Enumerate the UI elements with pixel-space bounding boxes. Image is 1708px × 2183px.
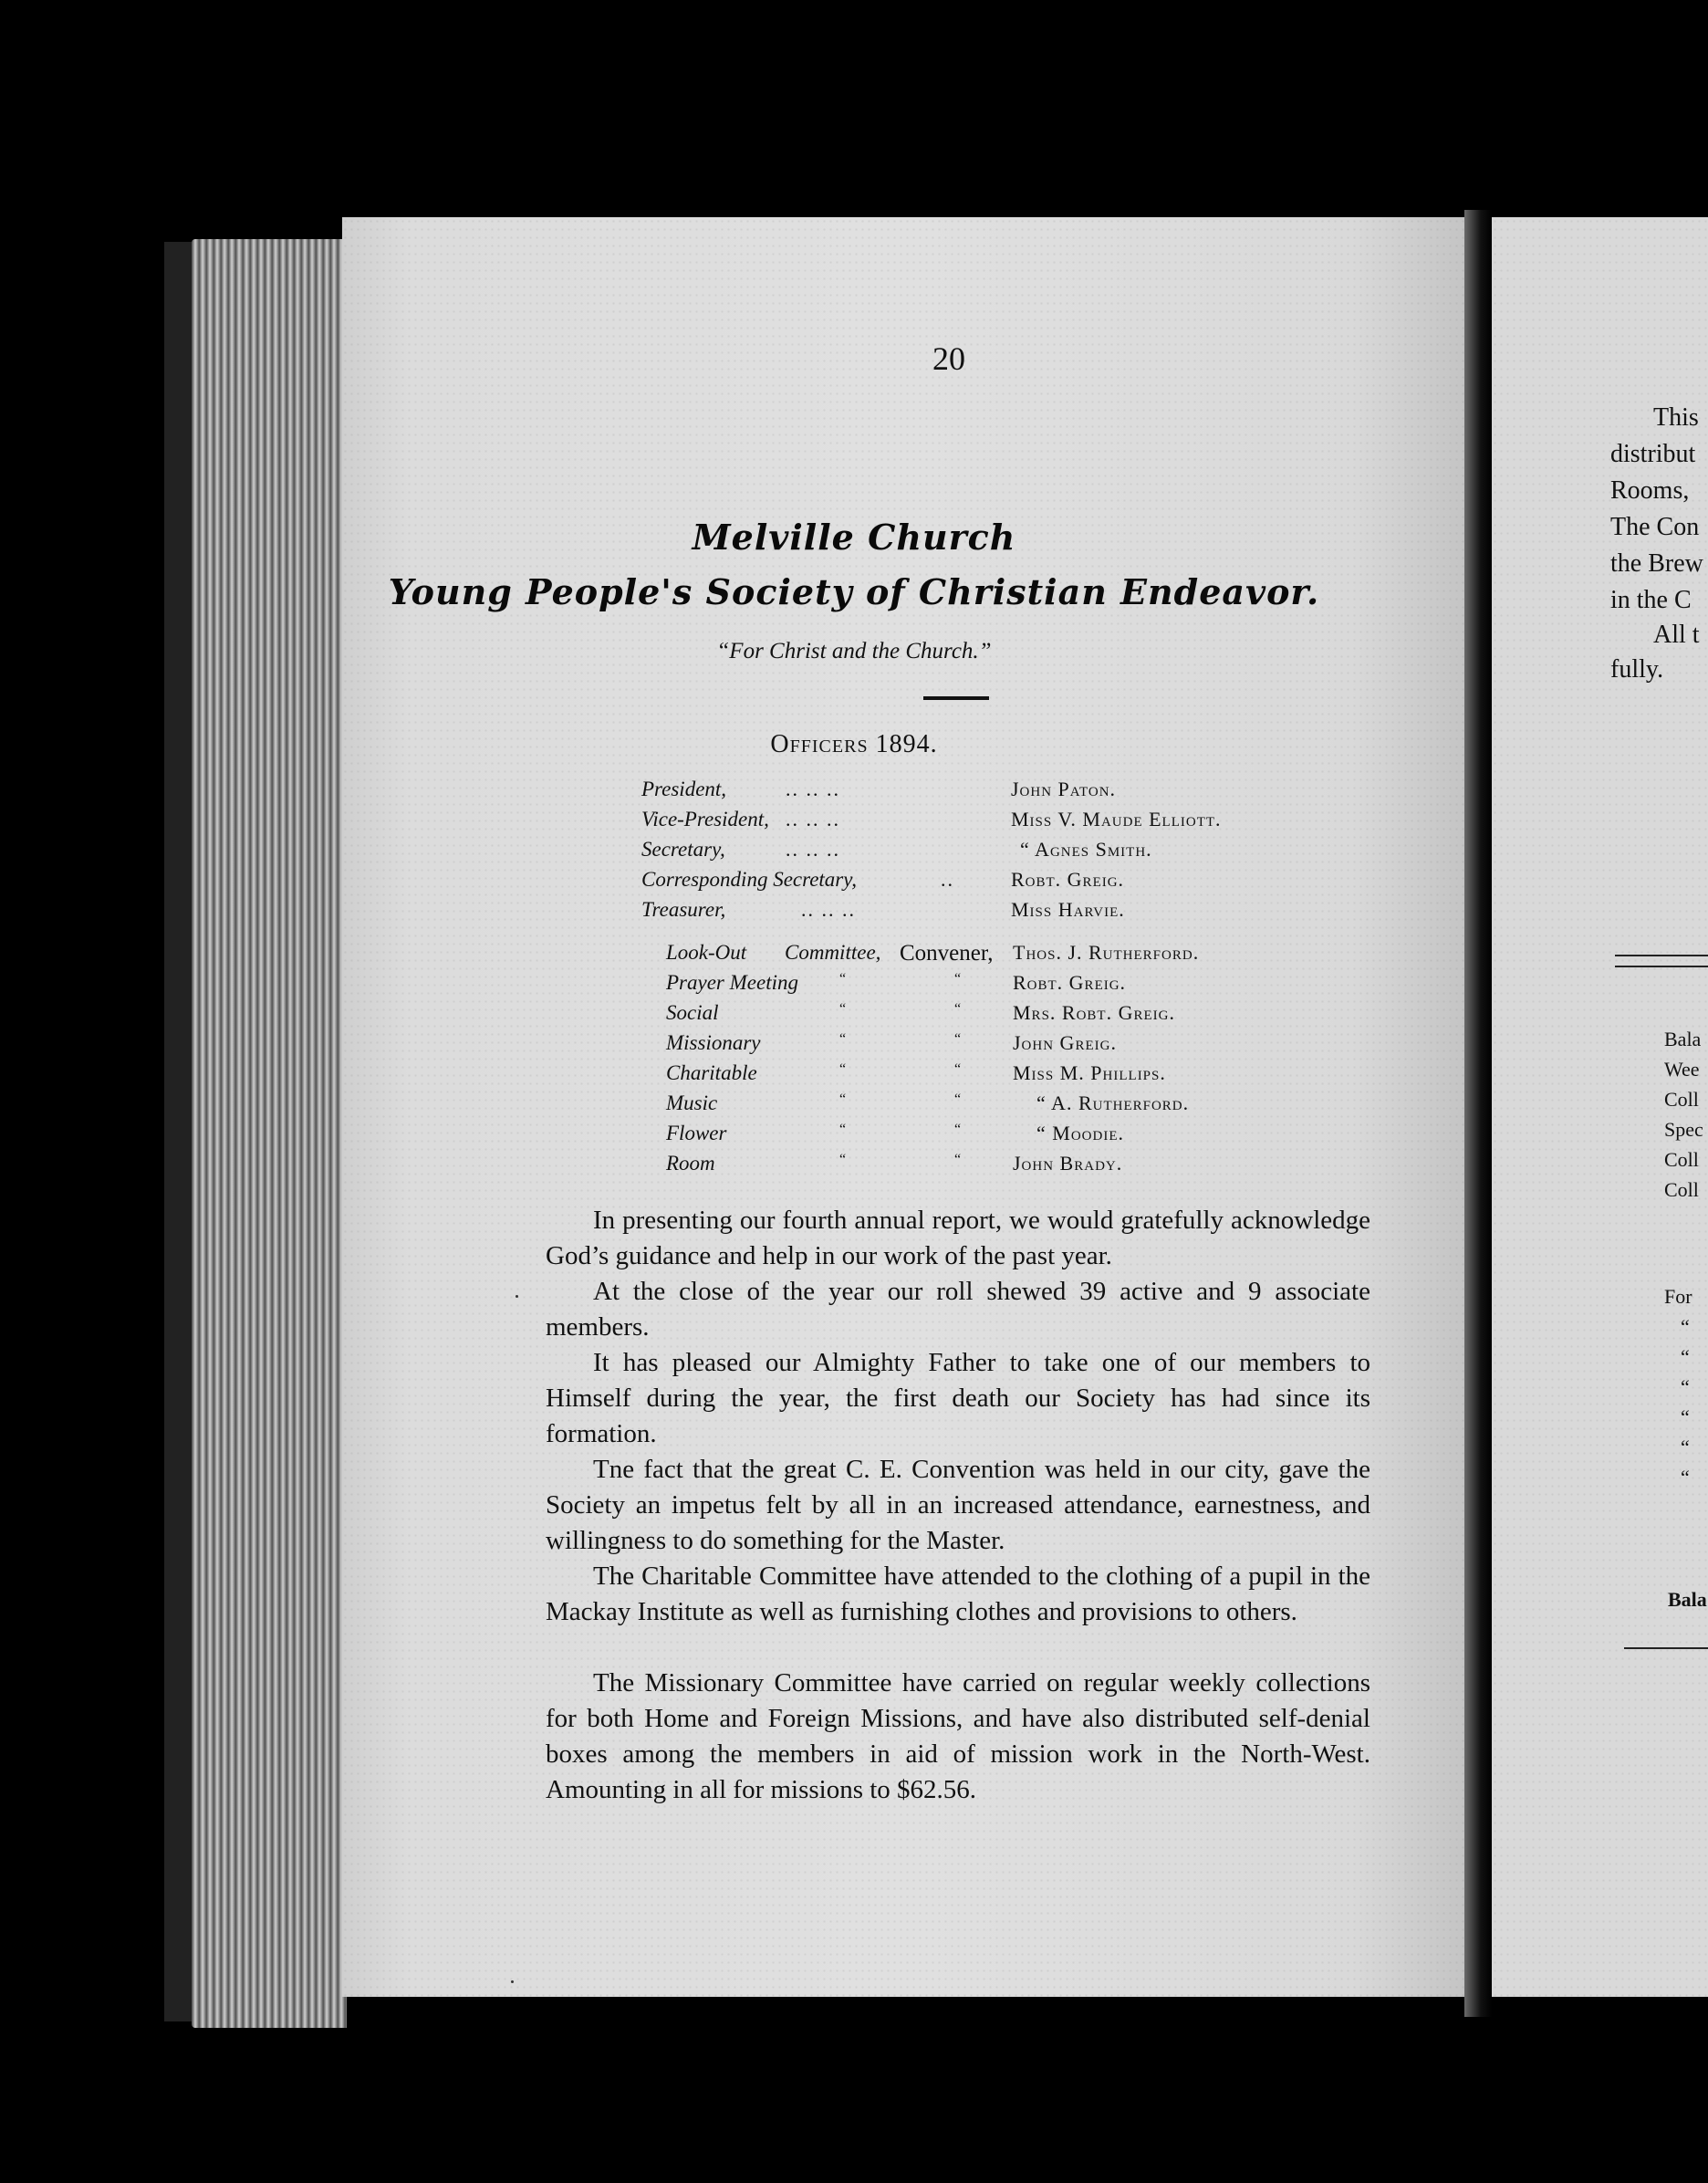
officers-heading: Officers 1894.: [770, 730, 938, 758]
convener-name: John Greig.: [1013, 1031, 1117, 1054]
ledger-entry: Coll: [1664, 1148, 1699, 1171]
ditto-mark: “: [839, 1152, 847, 1167]
report-paragraph: The Charitable Committee have attended to the clothing of a pupil in the Mackay Institute as well as furnishing clothes and provisions to others.: [546, 1562, 1370, 1626]
committee-label: Committee,: [785, 941, 881, 964]
ditto-mark: “: [1681, 1405, 1690, 1428]
page-stack-edge: [192, 239, 347, 2028]
church-title: [0, 517, 1708, 558]
ditto-mark: “: [839, 1092, 847, 1107]
convener-name: Mrs. Robt. Greig.: [1013, 1001, 1175, 1024]
ditto-mark: “: [954, 1031, 962, 1047]
convener-name: “ Moodie.: [1036, 1122, 1124, 1144]
leader-dots: .. .. ..: [786, 778, 840, 800]
officer-name: Miss V. Maude Elliott.: [1011, 808, 1222, 830]
ditto-mark: “: [954, 1092, 962, 1107]
convener-name: Miss M. Phillips.: [1013, 1061, 1166, 1084]
ledger-double-rule: [1615, 955, 1708, 967]
committee-name: Prayer Meeting: [666, 971, 798, 994]
ditto-mark: “: [1681, 1375, 1690, 1398]
officer-name: Miss Harvie.: [1011, 898, 1125, 921]
page-number: 20: [932, 340, 965, 377]
officer-row: [641, 868, 1125, 892]
convener-name: “ A. Rutherford.: [1036, 1092, 1190, 1114]
ditto-mark: “: [839, 971, 847, 987]
committee-row: [666, 1001, 1175, 1025]
facing-page-line: the Brew: [1610, 549, 1703, 578]
committee-name: Room: [666, 1152, 715, 1175]
ledger-entry: For: [1664, 1285, 1692, 1308]
officer-name: “ Agnes Smith.: [1020, 838, 1152, 861]
facing-page-line: All t: [1653, 621, 1700, 649]
officer-role: Corresponding Secretary,: [641, 868, 857, 891]
committee-row: [666, 1122, 1124, 1145]
motto: “For Christ and the Church.”: [716, 639, 992, 663]
ledger-entry: Wee: [1664, 1058, 1700, 1081]
ditto-mark: “: [1681, 1315, 1690, 1338]
facing-page-line: Rooms,: [1610, 476, 1690, 505]
margin-speck: [511, 1980, 514, 1983]
convener-name: John Brady.: [1013, 1152, 1123, 1175]
report-paragraph: The Missionary Committee have carried on regular weekly collections for both Home and Foreign Missions, and have also distributed self-denial boxes among the members in aid of mission work in the North-West. Amounting in all for missions to $62.56.: [546, 1668, 1370, 1804]
officer-role: Vice-President,: [641, 808, 769, 830]
ditto-mark: “: [839, 1031, 847, 1047]
committee-row: [666, 1152, 1123, 1175]
officer-role: President,: [641, 778, 727, 800]
leader-dots: .. .. ..: [786, 838, 840, 861]
officer-role: Secretary,: [641, 838, 725, 861]
report-paragraph: It has pleased our Almighty Father to take one of our members to Himself during the year, the first death our Society has had since its formation.: [546, 1348, 1370, 1448]
convener-name: Robt. Greig.: [1013, 971, 1127, 994]
margin-speck: [516, 1295, 518, 1298]
committee-name: Charitable: [666, 1061, 757, 1084]
committee-row: [666, 1061, 1166, 1085]
report-paragraph: Tne fact that the great C. E. Convention was held in our city, gave the Society an impetus felt by all in an increased attendance, earnestness, and willingness to do something for the Master.: [546, 1455, 1370, 1555]
ditto-mark: “: [1681, 1466, 1690, 1488]
ledger-balance: Bala: [1668, 1588, 1707, 1611]
officer-row: [641, 808, 1222, 831]
officer-row: [641, 898, 1125, 922]
convener-name: Thos. J. Rutherford.: [1013, 941, 1200, 964]
committee-row: [666, 1031, 1117, 1055]
ditto-mark: “: [839, 1122, 847, 1137]
ledger-entry: Coll: [1664, 1178, 1699, 1201]
officer-role: Treasurer,: [641, 898, 726, 921]
book-gutter: [1464, 210, 1492, 2017]
society-title-text: Young People's Society of Christian Endeavor.: [388, 571, 1320, 612]
ditto-mark: “: [1681, 1436, 1690, 1458]
ditto-mark: “: [954, 1061, 962, 1077]
society-title: [0, 571, 1708, 612]
facing-page-line: This: [1653, 403, 1699, 432]
facing-page-line: in the C: [1610, 586, 1692, 614]
report-paragraph: At the close of the year our roll shewed 39 active and 9 associate members.: [546, 1277, 1370, 1342]
ledger-entry: Coll: [1664, 1088, 1699, 1111]
ditto-mark: “: [839, 1001, 847, 1017]
ditto-mark: “: [954, 1001, 962, 1017]
facing-page-line: The Con: [1610, 513, 1700, 541]
committee-row: [666, 971, 1127, 995]
officer-name: John Paton.: [1011, 778, 1117, 800]
church-title-text: Melville Church: [692, 517, 1016, 558]
ditto-mark: “: [1681, 1345, 1690, 1368]
committee-name: Music: [666, 1092, 718, 1114]
leader-dots: ..: [941, 868, 954, 891]
ledger-rule: [1624, 1647, 1708, 1649]
ditto-mark: “: [954, 1152, 962, 1167]
ledger-entry: Bala: [1664, 1028, 1702, 1050]
convener-label: Convener,: [900, 941, 994, 966]
committee-row: [666, 941, 1200, 966]
leader-dots: .. .. ..: [786, 808, 840, 830]
officer-row: [641, 778, 1117, 801]
facing-page-line: fully.: [1610, 655, 1664, 684]
facing-page-line: distribut: [1610, 440, 1696, 468]
ditto-mark: “: [954, 1122, 962, 1137]
officer-name: Robt. Greig.: [1011, 868, 1125, 891]
committee-name: Look-Out: [666, 941, 747, 964]
ditto-mark: “: [839, 1061, 847, 1077]
committee-name: Flower: [666, 1122, 727, 1144]
ditto-mark: “: [954, 971, 962, 987]
committee-name: Missionary: [666, 1031, 761, 1054]
committee-row: [666, 1092, 1190, 1115]
committee-name: Social: [666, 1001, 719, 1024]
report-paragraph: In presenting our fourth annual report, we would gratefully acknowledge God’s guidance and help in our work of the past year.: [546, 1206, 1370, 1270]
leader-dots: .. .. ..: [801, 898, 856, 921]
title-divider: [923, 696, 989, 700]
officer-row: [641, 838, 1152, 862]
ledger-entry: Spec: [1664, 1118, 1703, 1141]
